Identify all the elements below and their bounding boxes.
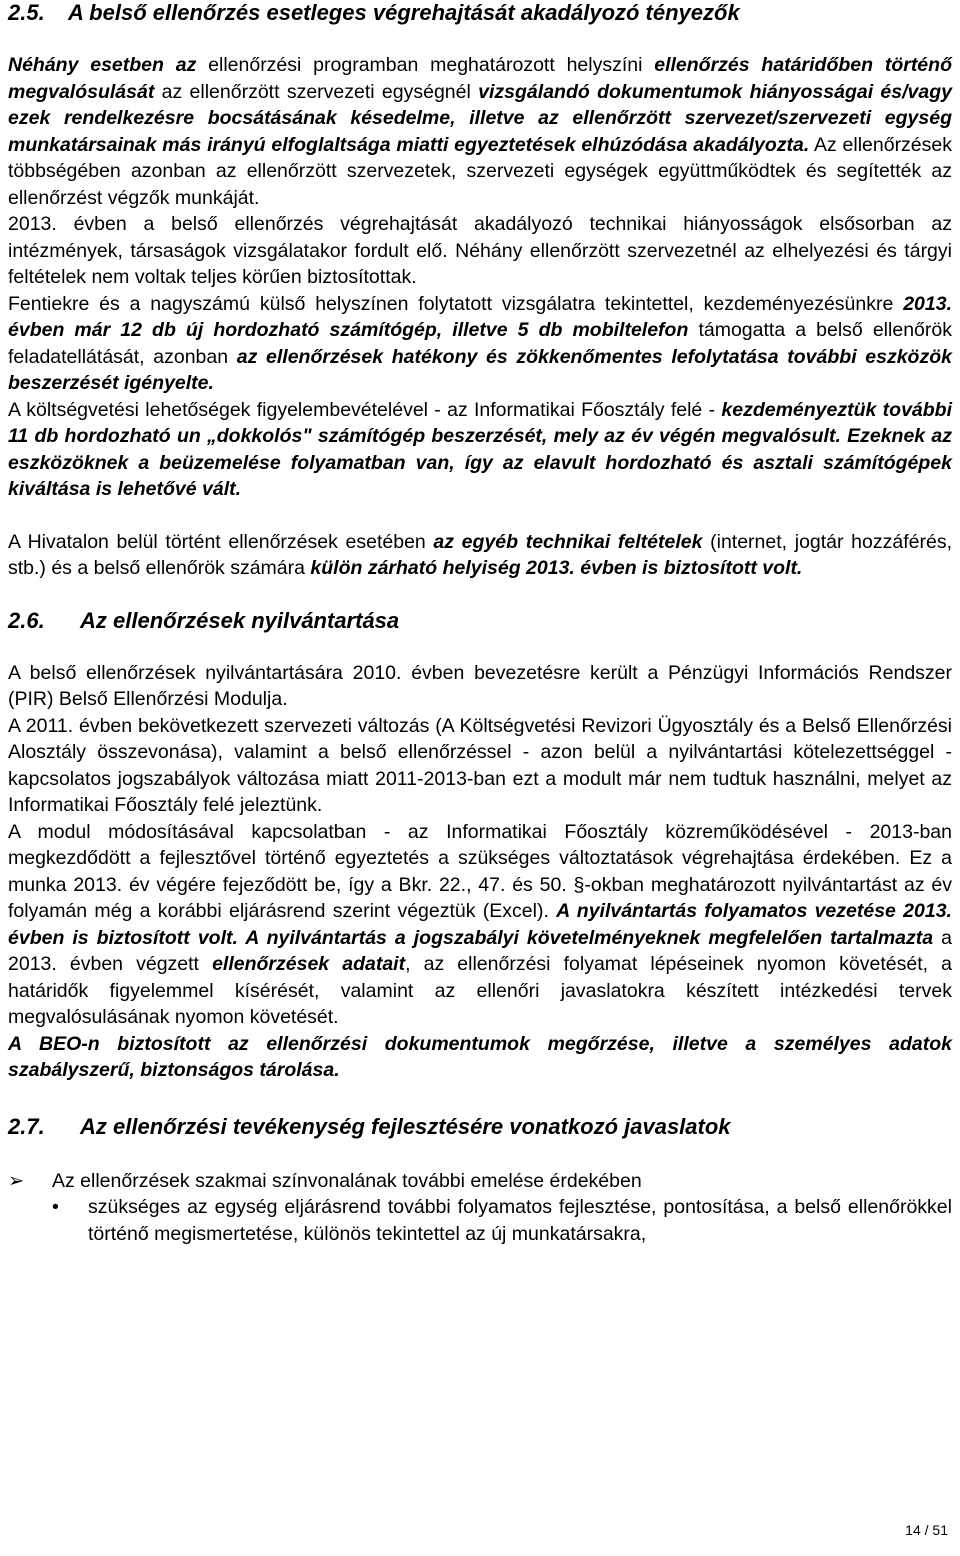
body-text: 2013. évben a belső ellenőrzés végrehajtását akadályozó technikai hiányosságok elsősorban az intézmények, társaságok vizsgálatakor fordult elő. Néhány ellenőrzött szervezetnél az elhelyezési és tárgyi feltételek nem voltak teljes körűen biztosítottak.	[8, 213, 952, 288]
emphasis-text: A nyilvántartás folyamatos vezetése 2013. évben is biztosított volt. A nyilvántartás a jogszabályi követelményeknek megfelelően tartalmazta	[8, 900, 952, 949]
emphasis-text: Néhány esetben az	[8, 54, 197, 76]
emphasis-text: ellenőrzések adatait	[212, 953, 406, 975]
section-2-6-heading	[8, 608, 952, 634]
arrow-bullet-icon: ➢	[8, 1169, 25, 1192]
list-item	[8, 1194, 952, 1247]
emphasis-text: az ellenőrzések hatékony és zökkenőmentes lefolytatása további eszközök beszerzését igényelte.	[8, 345, 952, 394]
paragraph	[8, 291, 952, 397]
section-number: 2.5.	[8, 0, 45, 25]
emphasis-text: 2013. évben már 12 db új hordozható számítógép, illetve 5 db mobiltelefon	[8, 292, 952, 341]
body-text: támogatta a belső ellenőrök feladatellátását, azonban	[8, 319, 952, 368]
paragraph	[8, 660, 952, 713]
document-page	[8, 0, 952, 1247]
paragraph	[8, 713, 952, 819]
emphasis-text: ellenőrzés határidőben történő megvalósulását	[8, 54, 952, 103]
body-text: A modul módosításával kapcsolatban - az Informatikai Főosztály közreműködésével - 2013-ban megkezdődött a fejlesztővel történő egyeztetés a szükséges változtatások végrehajtása érdekében. Ez a munka 2013. év végére fejeződött be, így a Bkr. 22., 47. és 50. §-okban meghatározott nyilvántartást az év folyamán még a korábbi eljárásrend szerint végeztük (Excel).	[8, 820, 952, 922]
body-text: ellenőrzési programban meghatározott helyszíni	[196, 54, 655, 76]
section-2-5-heading	[8, 0, 952, 26]
body-text: A költségvetési lehetőségek figyelembevételével - az Informatikai Főosztály felé -	[8, 398, 722, 421]
body-text: (internet, jogtár hozzáférés, stb.) és a belső ellenőrök számára	[8, 530, 952, 579]
body-text: az ellenőrzött szervezeti egységnél	[154, 80, 479, 103]
body-text: , az ellenőrzési folyamat lépéseinek nyomon követését, a határidők figyelemmel kísérését, valamint az ellenőri javaslatokra készített intézkedési tervek megvalósulásának nyomon követését.	[8, 953, 952, 1028]
section-title: Az ellenőrzési tevékenység fejlesztésére vonatkozó javaslatok	[80, 1113, 731, 1139]
paragraph	[8, 529, 952, 582]
dot-bullet-icon: •	[52, 1196, 59, 1218]
emphasis-text: kezdeményeztük további 11 db hordozható un „dokkolós" számítógép beszerzését, mely az év végén megvalósult. Ezeknek az eszközöknek a beüzemelése folyamatban van, így az elavult hordozható és asztali számítógépek kiváltása is lehetővé vált.	[8, 398, 953, 500]
paragraph	[8, 211, 952, 291]
paragraph	[8, 397, 952, 503]
section-number: 2.7.	[8, 1113, 45, 1139]
body-text: A Hivatalon belül történt ellenőrzések esetében	[8, 530, 434, 553]
paragraph	[8, 1031, 952, 1084]
emphasis-text: vizsgálandó dokumentumok hiányosságai és/vagy ezek rendelkezésre bocsátásának késedelme, illetve az ellenőrzött szervezet/szervezeti egység munkatársainak más irányú elfoglaltsága miatti egyeztetések elhúzódása akadályozta.	[8, 80, 952, 156]
body-text: A 2011. évben bekövetkezett szervezeti változás (A Költségvetési Revizori Ügyosztály és a Belső Ellenőrzési Alosztály összevonása), valamint a belső ellenőrzéssel - azon belül a nyilvántartási kötelezettséggel - kapcsolatos jogszabályok változása miatt 2011-2013-ban ezt a modult már nem tudtuk használni, melyet az Informatikai Főosztály felé jeleztünk.	[8, 714, 952, 816]
page-number: 14 / 51	[905, 1522, 948, 1538]
paragraph	[8, 52, 952, 211]
emphasis-text: külön zárható helyiség 2013. évben is biztosított volt.	[310, 557, 803, 579]
body-text: Az ellenőrzések többségében azonban az ellenőrzött szervezetek, szervezeti egységek együttműködtek és segítették az ellenőrzést végzők munkáját.	[8, 133, 952, 209]
paragraph	[8, 819, 952, 1031]
proposal-list	[8, 1168, 952, 1248]
body-text: A belső ellenőrzések nyilvántartására 2010. évben bevezetésre került a Pénzügyi Információs Rendszer (PIR) Belső Ellenőrzési Modulja.	[8, 661, 952, 710]
body-text: a 2013. évben végzett	[8, 926, 952, 975]
list-item	[8, 1168, 952, 1195]
section-number: 2.6.	[8, 607, 45, 633]
emphasis-text: az egyéb technikai feltételek	[433, 530, 703, 553]
list-item-text: Az ellenőrzések szakmai színvonalának további emelése érdekében	[52, 1169, 642, 1192]
section-2-7-heading	[8, 1114, 952, 1140]
emphasis-text: A BEO-n biztosított az ellenőrzési dokumentumok megőrzése, illetve a személyes adatok szabályszerű, biztonságos tárolása.	[8, 1032, 952, 1081]
section-title: A belső ellenőrzés esetleges végrehajtását akadályozó tényezők	[68, 0, 740, 25]
section-title: Az ellenőrzések nyilvántartása	[80, 607, 400, 633]
list-item-text: szükséges az egység eljárásrend további folyamatos fejlesztése, pontosítása, a belső ellenőrökkel történő megismertetése, különös tekintettel az új munkatársakra,	[88, 1196, 952, 1245]
body-text: Fentiekre és a nagyszámú külső helyszínen folytatott vizsgálatra tekintettel, kezdeményezésünkre	[8, 292, 904, 315]
